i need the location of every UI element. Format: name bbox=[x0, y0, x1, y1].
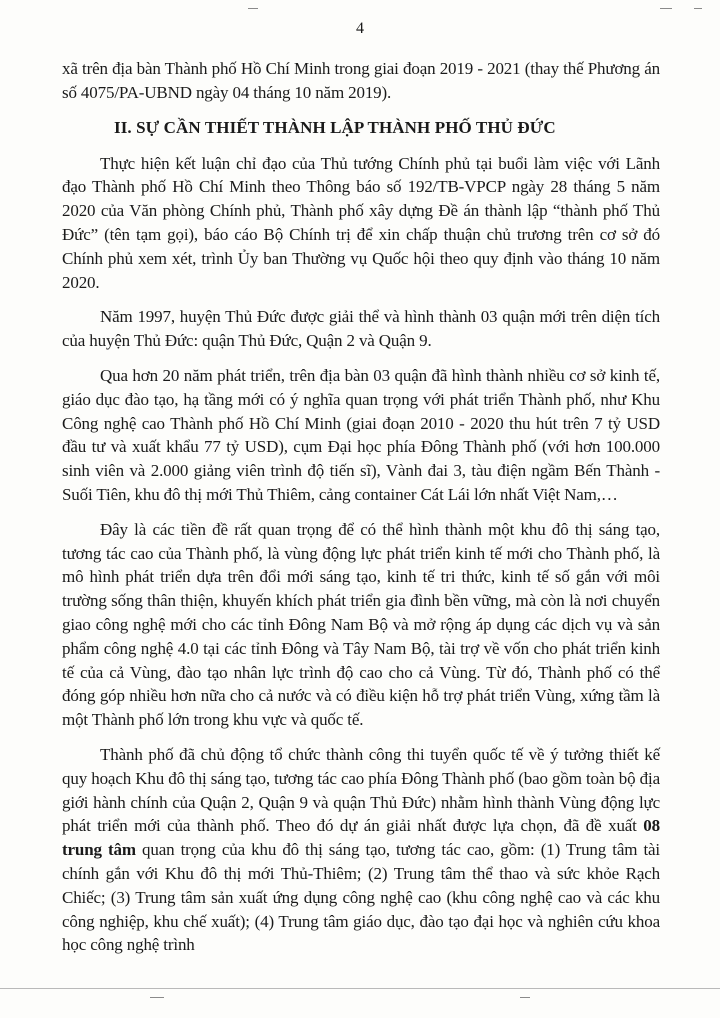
paragraph-continuation: xã trên địa bàn Thành phố Hồ Chí Minh trong giai đoạn 2019 - 2021 (thay thế Phương án số 4075/PA-UBND ngày 04 tháng 10 năm 2019). bbox=[62, 59, 660, 102]
page-bottom-edge bbox=[0, 988, 720, 990]
page-number: 4 bbox=[356, 20, 364, 37]
scan-mark bbox=[694, 8, 702, 9]
document-body bbox=[62, 57, 660, 968]
paragraph: Thực hiện kết luận chỉ đạo của Thủ tướng Chính phủ tại buổi làm việc với Lãnh đạo Thành phố Hồ Chí Minh theo Thông báo số 192/TB-VPCP ngày 28 tháng 5 năm 2020 của Văn phòng Chính phủ, Thành phố xây dựng Đề án thành lập “thành phố Thủ Đức” (tên tạm gọi), báo cáo Bộ Chính trị để xin chấp thuận chủ trương trên cơ sở đó Chính phủ xem xét, trình Ủy ban Thường vụ Quốc hội theo quy định vào tháng 10 năm 2020. bbox=[62, 153, 660, 292]
paragraph: Qua hơn 20 năm phát triển, trên địa bàn 03 quận đã hình thành nhiều cơ sở kinh tế, giáo dục đào tạo, hạ tầng mới có ý nghĩa quan trọng với phát triển Thành phố, như Khu Công nghệ cao Thành phố Hồ Chí Minh (giai đoạn 2010 - 2020 thu hút trên 7 tỷ USD đầu tư và xuất khẩu 77 tỷ USD), cụm Đại học phía Đông Thành phố (với hơn 100.000 sinh viên và 2.000 giảng viên trình độ tiến sĩ), Vành đai 3, tàu điện ngầm Bến Thành - Suối Tiên, khu đô thị mới Thủ Thiêm, cảng container Cát Lái lớn nhất Việt Nam,… bbox=[62, 365, 660, 504]
paragraph bbox=[62, 743, 660, 957]
paragraph: Năm 1997, huyện Thủ Đức được giải thể và hình thành 03 quận mới trên diện tích của huyện Thủ Đức: quận Thủ Đức, Quận 2 và Quận 9. bbox=[62, 307, 660, 351]
scan-mark bbox=[660, 8, 672, 9]
paragraph-text: quan trọng của khu đô thị sáng tạo, tương tác cao, gồm: (1) Trung tâm tài chính gắn với Khu đô thị mới Thủ-Thiêm; (2) Trung tâm thể thao và sức khỏe Rạch Chiếc; (3) Trung tâm sản xuất ứng dụng công nghệ cao (khu công nghệ cao và các khu công nghiệp, khu chế xuất); (4) Trung tâm giáo dục, đào tạo đại học và nghiên cứu khoa học công nghệ trình bbox=[62, 840, 660, 955]
section-heading: II. SỰ CẦN THIẾT THÀNH LẬP THÀNH PHỐ THỦ ĐỨC bbox=[114, 117, 556, 137]
paragraph: Đây là các tiền đề rất quan trọng để có thể hình thành một khu đô thị sáng tạo, tương tác cao của Thành phố, là vùng động lực phát triển kinh tế mới cho Thành phố, là mô hình phát triển dựa trên đổi mới sáng tạo, kinh tế tri thức, kinh tế số gắn với môi trường sống thân thiện, khuyến khích phát triển gia đình bền vững, mà còn là nơi chuyển giao công nghệ mới cho các tỉnh Đông Nam Bộ và mở rộng áp dụng các dịch vụ và sản phẩm công nghệ 4.0 tại các tỉnh Đông và Tây Nam Bộ, tài trợ về vốn cho phát triển kinh tế của cả Vùng, đào tạo nhân lực trình độ cao cho cả Vùng. Từ đó, Thành phố có thể đóng góp nhiều hơn nữa cho cả nước và có điều kiện hỗ trợ phát triển Vùng, xứng tầm là một Thành phố lớn trong khu vực và quốc tế. bbox=[62, 519, 660, 730]
bold-emphasis: 08 trung tâm bbox=[62, 816, 660, 860]
scan-mark bbox=[520, 997, 530, 998]
scan-mark bbox=[248, 8, 258, 9]
scan-mark bbox=[150, 997, 164, 998]
paragraph-text: Thành phố đã chủ động tổ chức thành công thi tuyển quốc tế về ý tưởng thiết kế quy hoạch Khu đô thị sáng tạo, tương tác cao phía Đông Thành phố (bao gồm toàn bộ địa giới hành chính của Quận 2, Quận 9 và quận Thủ Đức) nhằm hình thành Vùng động lực phát triển mới của thành phố. Theo đó dự án giải nhất được lựa chọn, đã đề xuất bbox=[62, 744, 660, 836]
